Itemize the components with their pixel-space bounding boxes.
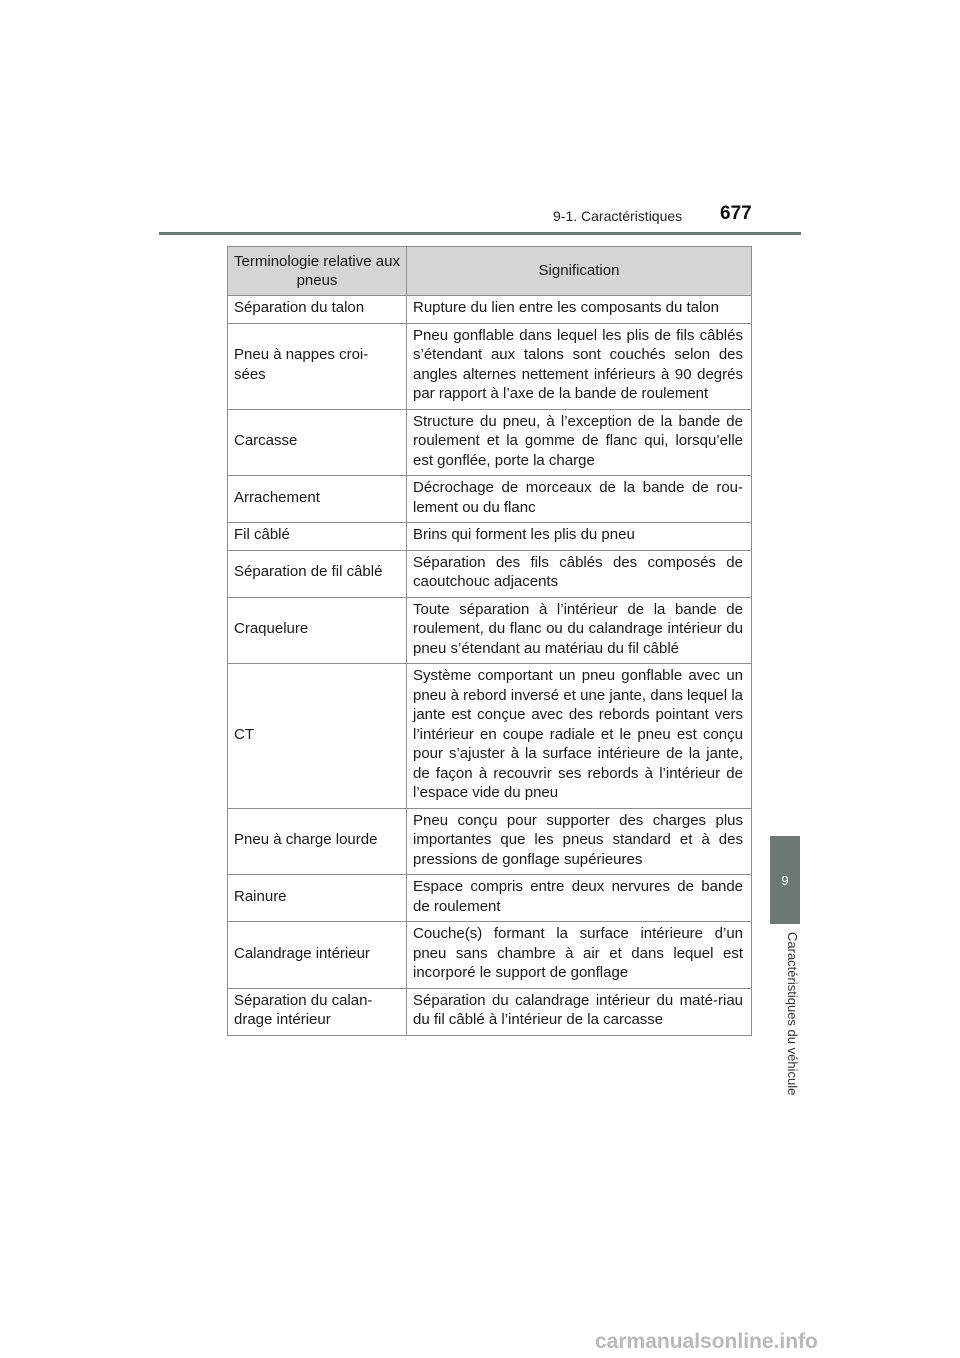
table-header-row — [228, 247, 752, 296]
term-cell: Craquelure — [228, 597, 407, 664]
term-cell: Calandrage intérieur — [228, 922, 407, 989]
meaning-cell: Système comportant un pneu gonflable avec un pneu à rebord inversé et une jante, dans lequel la jante est conçue avec des rebords pointant vers l’intérieur en coupe radiale et le pneu est conçu pour s’ajuster à la surface intérieure de la jante, de façon à recouvrir ses rebords à l’intérieur de l’espace vide du pneu — [407, 664, 752, 809]
table-row — [228, 597, 752, 664]
table-row — [228, 808, 752, 875]
term-cell: Pneu à nappes croi-sées — [228, 323, 407, 409]
table-row — [228, 922, 752, 989]
meaning-cell: Séparation du calandrage intérieur du maté-riau du fil câblé à l’intérieur de la carcasse — [407, 988, 752, 1035]
meaning-cell: Toute séparation à l’intérieur de la bande de roulement, du flanc ou du calandrage intérieur du pneu s’étendant au matériau du fil câblé — [407, 597, 752, 664]
term-cell: Carcasse — [228, 409, 407, 476]
term-cell: CT — [228, 664, 407, 809]
chapter-label: Caractéristiques du véhicule — [785, 932, 800, 1096]
watermark: carmanualsonline.info — [595, 1330, 818, 1353]
table-row — [228, 296, 752, 324]
term-cell: Séparation de fil câblé — [228, 550, 407, 597]
meaning-cell: Décrochage de morceaux de la bande de rou-lement ou du flanc — [407, 476, 752, 523]
tire-terminology-table — [227, 246, 752, 1036]
column-header-term: Terminologie relative aux pneus — [228, 247, 407, 296]
term-cell: Arrachement — [228, 476, 407, 523]
term-cell: Fil câblé — [228, 523, 407, 551]
term-cell: Rainure — [228, 875, 407, 922]
column-header-meaning: Signification — [407, 247, 752, 296]
term-cell: Séparation du calan-drage intérieur — [228, 988, 407, 1035]
table-row — [228, 409, 752, 476]
term-cell: Pneu à charge lourde — [228, 808, 407, 875]
term-cell: Séparation du talon — [228, 296, 407, 324]
table-row — [228, 550, 752, 597]
page-number: 677 — [720, 203, 752, 224]
meaning-cell: Brins qui forment les plis du pneu — [407, 523, 752, 551]
table-row — [228, 476, 752, 523]
table-row — [228, 988, 752, 1035]
table-row — [228, 323, 752, 409]
meaning-cell: Pneu conçu pour supporter des charges plus importantes que les pneus standard et à des pressions de gonflage supérieures — [407, 808, 752, 875]
meaning-cell: Structure du pneu, à l’exception de la bande de roulement et la gomme de flanc qui, lorsqu’elle est gonflée, porte la charge — [407, 409, 752, 476]
meaning-cell: Séparation des fils câblés des composés de caoutchouc adjacents — [407, 550, 752, 597]
table-row — [228, 664, 752, 809]
section-title: 9-1. Caractéristiques — [553, 208, 683, 224]
meaning-cell: Espace compris entre deux nervures de bande de roulement — [407, 875, 752, 922]
table-row — [228, 875, 752, 922]
chapter-number: 9 — [781, 872, 789, 888]
meaning-cell: Couche(s) formant la surface intérieure d’un pneu sans chambre à air et dans lequel est incorporé le support de gonflage — [407, 922, 752, 989]
chapter-tab — [770, 836, 800, 924]
header-divider — [159, 232, 801, 235]
meaning-cell: Pneu gonflable dans lequel les plis de fils câblés s’étendant aux talons sont couchés selon des angles alternes nettement inférieurs à 90 degrés par rapport à l’axe de la bande de roulement — [407, 323, 752, 409]
meaning-cell: Rupture du lien entre les composants du talon — [407, 296, 752, 324]
table-row — [228, 523, 752, 551]
